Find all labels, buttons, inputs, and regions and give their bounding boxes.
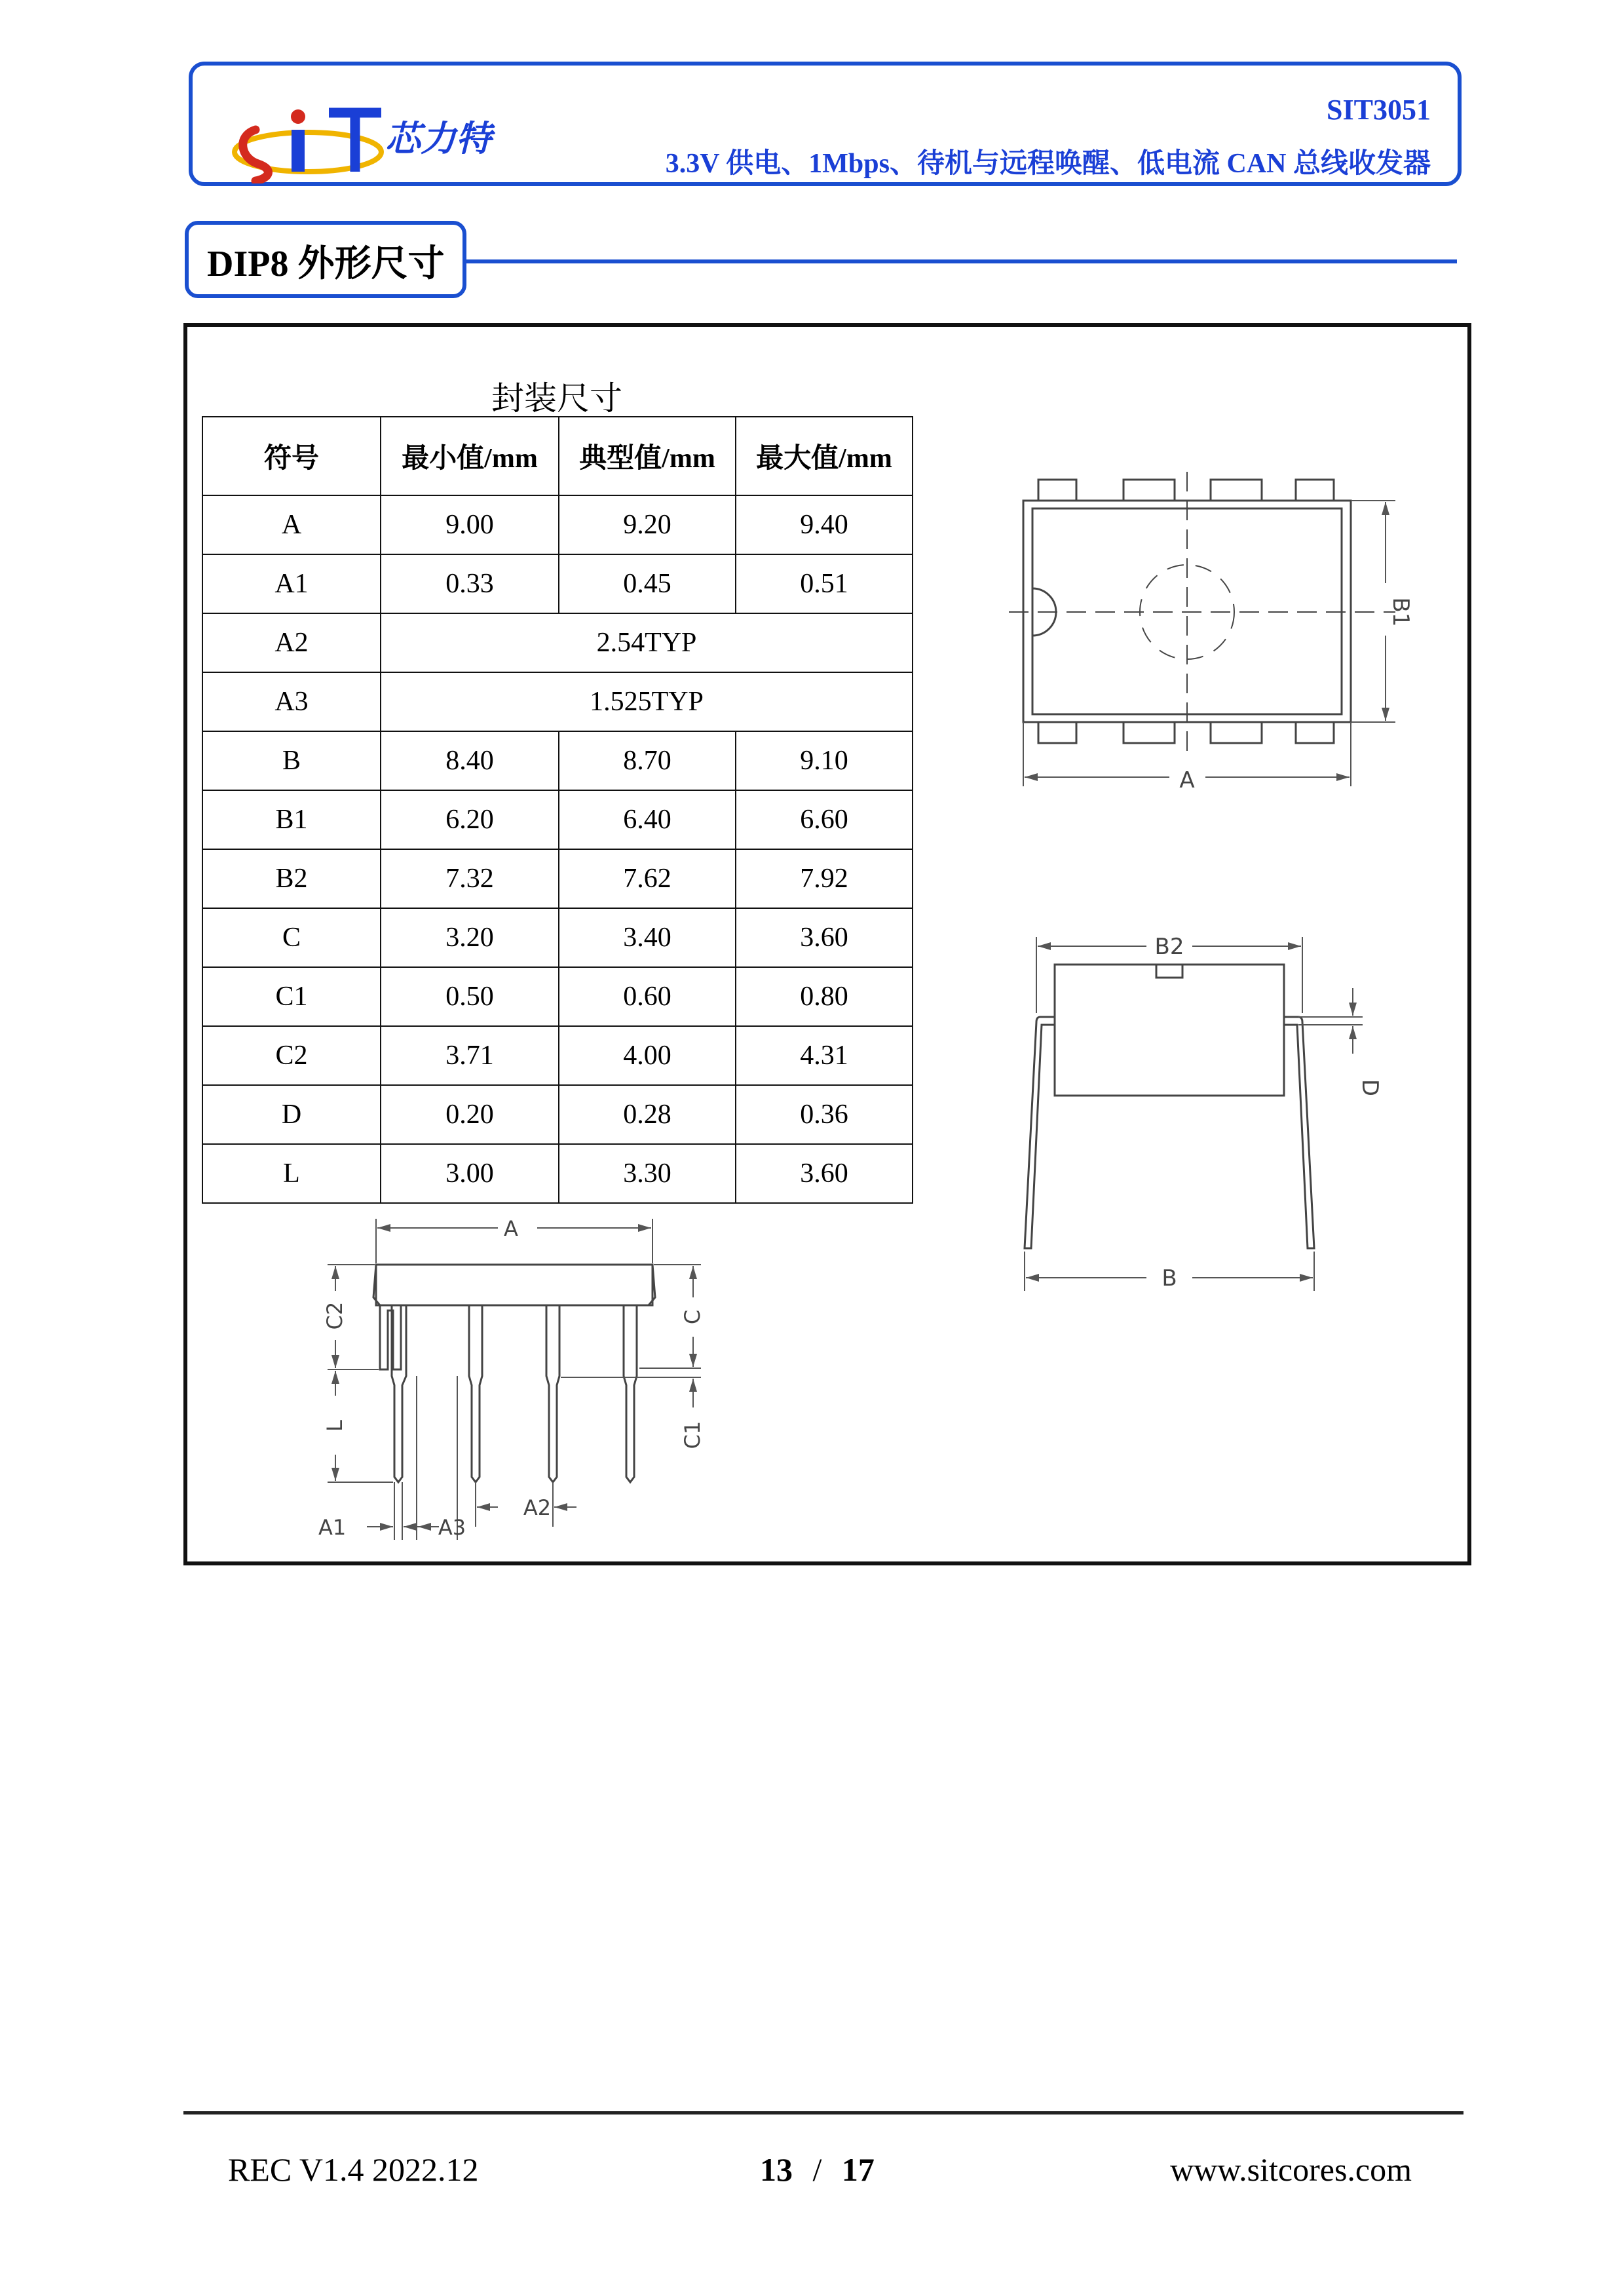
table-row	[202, 908, 913, 967]
label-end-d: D	[1357, 1079, 1383, 1097]
cell-max: 3.60	[736, 908, 913, 967]
label-end-b: B	[1161, 1265, 1177, 1292]
cell-symbol: B1	[202, 790, 381, 849]
table-row	[202, 613, 913, 672]
label-side-a1: A1	[318, 1515, 347, 1540]
table-row	[202, 790, 913, 849]
table-header-row	[202, 417, 913, 495]
cell-symbol: C	[202, 908, 381, 967]
cell-span-value: 1.525TYP	[381, 672, 913, 731]
cell-max: 0.80	[736, 967, 913, 1026]
label-side-a2: A2	[523, 1495, 552, 1520]
footer-page-number	[760, 2151, 875, 2189]
label-side-a3: A3	[438, 1515, 466, 1540]
side-view-drawing	[301, 1199, 721, 1553]
cell-max: 0.36	[736, 1085, 913, 1144]
cell-typ: 0.28	[559, 1085, 736, 1144]
label-top-a: A	[1179, 767, 1195, 794]
table-row	[202, 1085, 913, 1144]
label-side-a: A	[504, 1216, 518, 1241]
table-caption: 封装尺寸	[491, 380, 622, 417]
cell-symbol: A2	[202, 613, 381, 672]
cell-min: 3.00	[381, 1144, 559, 1203]
label-side-c2: C2	[322, 1301, 347, 1330]
cell-min: 8.40	[381, 731, 559, 790]
header-max: 最大值/mm	[736, 417, 913, 495]
logo-brand-text: 芯力特	[385, 118, 491, 159]
cell-span-value: 2.54TYP	[381, 613, 913, 672]
table-row	[202, 849, 913, 908]
cell-max: 0.51	[736, 554, 913, 613]
cell-max: 3.60	[736, 1144, 913, 1203]
label-side-c1: C1	[680, 1421, 705, 1449]
table-row	[202, 731, 913, 790]
cell-min: 7.32	[381, 849, 559, 908]
cell-max: 9.10	[736, 731, 913, 790]
cell-typ: 7.62	[559, 849, 736, 908]
cell-max: 6.60	[736, 790, 913, 849]
document-code: SIT3051	[1327, 94, 1431, 126]
page-total: 17	[841, 2151, 875, 2188]
cell-symbol: A1	[202, 554, 381, 613]
cell-symbol: A3	[202, 672, 381, 731]
cell-max: 7.92	[736, 849, 913, 908]
table-row	[202, 554, 913, 613]
cell-symbol: L	[202, 1144, 381, 1203]
document-subtitle: 3.3V 供电、1Mbps、待机与远程唤醒、低电流 CAN 总线收发器	[665, 149, 1431, 179]
company-logo	[229, 98, 524, 183]
footer-version: REC V1.4 2022.12	[228, 2151, 479, 2188]
cell-min: 3.71	[381, 1026, 559, 1085]
cell-symbol: A	[202, 495, 381, 554]
table-row	[202, 967, 913, 1026]
header-symbol: 符号	[202, 417, 381, 495]
section-divider	[466, 259, 1457, 263]
label-end-b2: B2	[1154, 934, 1184, 960]
table-row	[202, 495, 913, 554]
cell-max: 9.40	[736, 495, 913, 554]
cell-min: 6.20	[381, 790, 559, 849]
cell-min: 0.50	[381, 967, 559, 1026]
top-view-drawing	[1002, 459, 1428, 813]
header-min: 最小值/mm	[381, 417, 559, 495]
end-view-drawing	[996, 885, 1428, 1311]
label-side-l: L	[322, 1420, 347, 1432]
cell-max: 4.31	[736, 1026, 913, 1085]
cell-min: 9.00	[381, 495, 559, 554]
table-row	[202, 672, 913, 731]
cell-symbol: B	[202, 731, 381, 790]
page-current: 13	[760, 2151, 793, 2188]
table-row	[202, 1026, 913, 1085]
cell-typ: 3.30	[559, 1144, 736, 1203]
cell-typ: 4.00	[559, 1026, 736, 1085]
cell-typ: 3.40	[559, 908, 736, 967]
header-typ: 典型值/mm	[559, 417, 736, 495]
cell-symbol: D	[202, 1085, 381, 1144]
cell-typ: 9.20	[559, 495, 736, 554]
cell-typ: 8.70	[559, 731, 736, 790]
footer-divider	[183, 2111, 1463, 2114]
cell-min: 0.33	[381, 554, 559, 613]
label-side-c: C	[680, 1309, 705, 1325]
page-separator: /	[812, 2151, 822, 2188]
cell-symbol: C1	[202, 967, 381, 1026]
cell-typ: 6.40	[559, 790, 736, 849]
section-title: DIP8 外形尺寸	[207, 244, 445, 284]
cell-typ: 0.45	[559, 554, 736, 613]
cell-min: 0.20	[381, 1085, 559, 1144]
cell-symbol: C2	[202, 1026, 381, 1085]
cell-typ: 0.60	[559, 967, 736, 1026]
dimensions-table	[202, 416, 913, 1204]
cell-min: 3.20	[381, 908, 559, 967]
footer-website-link[interactable]: www.sitcores.com	[1170, 2151, 1412, 2188]
cell-symbol: B2	[202, 849, 381, 908]
label-top-b1: B1	[1388, 597, 1414, 627]
table-row	[202, 1144, 913, 1203]
